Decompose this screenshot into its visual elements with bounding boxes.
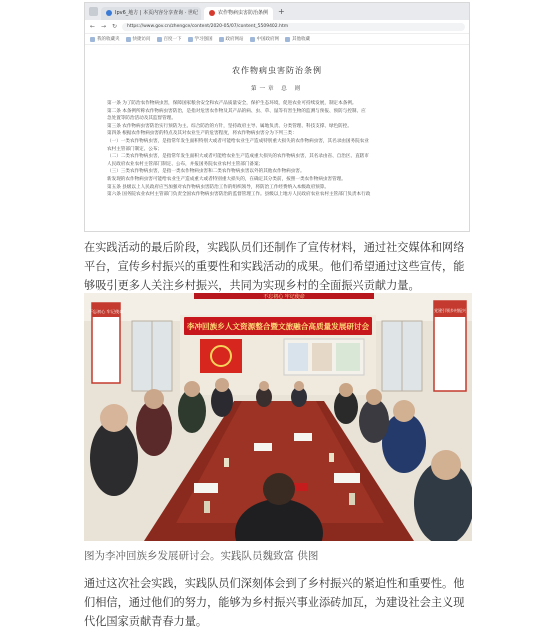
browser-tab-1-label: Ipv6_地方 | 本页内容分享查询 · 世纪 bbox=[115, 9, 198, 16]
bookmark-item[interactable]: 快捷访问 bbox=[126, 36, 151, 42]
browser-tab-2[interactable] bbox=[204, 7, 273, 20]
bookmark-item[interactable]: 百度一下 bbox=[157, 36, 182, 42]
bookmark-item[interactable]: 学习强国 bbox=[188, 36, 213, 42]
bookmark-item[interactable]: 我的收藏夹 bbox=[90, 36, 120, 42]
document-line: （二）二类农作物病虫害，是指常年发生面积大或者可能给农业生产造成重大损失的农作物病虫害，其名录由省、自治区、直辖市 bbox=[107, 154, 369, 160]
banner-text: 李冲回族乡人文资源整合暨文旅融合高质量发展研讨会 bbox=[186, 322, 370, 331]
browser-tab-1[interactable] bbox=[101, 7, 201, 20]
seminar-photo-illustration bbox=[84, 293, 472, 541]
folder-icon bbox=[90, 37, 95, 42]
seminar-photo bbox=[84, 293, 472, 541]
bookmark-item[interactable]: 中国政府网 bbox=[250, 36, 280, 42]
forward-icon[interactable]: → bbox=[100, 23, 107, 30]
folder-icon bbox=[219, 37, 224, 42]
document-chapter-heading: 第一章 总 则 bbox=[251, 86, 303, 92]
folder-icon bbox=[188, 37, 193, 42]
document-body bbox=[107, 100, 447, 199]
browser-tab-2-label: 农作物病虫害防治条例 bbox=[218, 9, 269, 16]
folder-icon bbox=[250, 37, 255, 42]
document-page bbox=[85, 45, 469, 199]
gov-favicon-icon bbox=[209, 10, 215, 16]
slogan-top-text: 不忘初心 牢记使命 bbox=[263, 294, 305, 300]
browser-tab-bar bbox=[85, 3, 469, 20]
document-line: 第一条 为了防治农作物病虫害，保障国家粮食安全和农产品质量安全，保护生态环境，促进农业可持续发展，制定本条例。 bbox=[107, 101, 357, 106]
browser-address-bar bbox=[85, 20, 469, 34]
document-line: 农村主管部门制定、公布； bbox=[107, 146, 163, 152]
article-paragraph-1: 在实践活动的最后阶段，实践队员们还制作了宣传材料，通过社交媒体和网络平台，宣传乡村振兴的重要性和实践活动的成果。他们希望通过这些宣传，能够吸引更多人关注乡村振兴，共同为实现乡村的全面振兴贡献力量。 bbox=[84, 241, 465, 292]
document-line: 急处置等防治活动及其监督管理。 bbox=[107, 116, 176, 122]
left-board-text: 不忘初心 牢记使命 bbox=[88, 309, 124, 314]
embedded-browser-screenshot bbox=[84, 2, 470, 232]
back-icon[interactable]: ← bbox=[89, 23, 96, 30]
folder-icon bbox=[126, 37, 131, 42]
document-line: 新发现的农作物病虫害可能给农业生产造成重大或者特别重大损失的，在确定其分类前，按照一类农作物病虫害管理。 bbox=[107, 176, 346, 182]
bookmark-item[interactable]: 其他收藏 bbox=[285, 36, 310, 42]
document-line: 第三条 农作物病虫害防治实行预防为主、综合防治的方针，坚持政府主导、属地负责、分类管理、科技支撑、绿色防控。 bbox=[107, 123, 352, 129]
document-line: 第五条 县级以上人民政府应当加强对农作物病虫害防治工作的组织领导，将防治工作经费纳入本级政府预算。 bbox=[107, 184, 329, 190]
folder-icon bbox=[285, 37, 290, 42]
article-paragraph-2: 通过这次社会实践，实践队员们深刻体会到了乡村振兴的紧迫性和重要性。他们相信，通过他们的努力，能够为乡村振兴事业添砖加瓦，为建设社会主义现代化国家贡献青春力量。 bbox=[84, 577, 465, 628]
site-favicon-icon bbox=[106, 10, 112, 16]
document-line: （三）三类农作物病虫害，是指一类农作物病虫害和二类农作物病虫害以外的其他农作物病虫害。 bbox=[107, 169, 305, 175]
bookmarks-bar bbox=[85, 34, 469, 45]
document-line: （一）一类农作物病虫害，是指常年发生面积特别大或者可能给农业生产造成特别重大损失的农作物病虫害，其名录由国务院农业 bbox=[107, 138, 369, 144]
photo-caption: 图为李冲回族乡发展研讨会。实践队员魏致富 供图 bbox=[84, 550, 319, 562]
new-tab-button[interactable]: + bbox=[278, 7, 285, 16]
window-menu-icon bbox=[89, 7, 98, 16]
right-board-text: 党建引领乡村振兴 bbox=[434, 308, 466, 313]
document-line: 人民政府农业农村主管部门制定、公布，并报国务院农业农村主管部门备案； bbox=[107, 161, 264, 167]
reload-icon[interactable]: ↻ bbox=[111, 23, 118, 30]
document-line: 第四条 根据农作物病虫害的特点及其对农业生产的危害程度，将农作物病虫害分为下列三类： bbox=[107, 131, 297, 137]
document-line: 第二条 本条例所称农作物病虫害防治，是指对危害农作物及其产品的病、虫、草、鼠等有害生物的监测与预报、预防与控制、应 bbox=[107, 108, 366, 114]
bookmark-item[interactable]: 政府网站 bbox=[219, 36, 244, 42]
folder-icon bbox=[157, 37, 162, 42]
document-title: 农作物病虫害防治条例 bbox=[232, 66, 322, 75]
document-line: 第六条 国务院农业农村主管部门负责全国农作物病虫害防治的监督管理工作。县级以上地方人民政府农业农村主管部门负责本行政 bbox=[107, 192, 371, 198]
url-field[interactable]: https://www.gov.cn/zhengce/content/2020-05/07/content_5509402.htm bbox=[122, 23, 465, 31]
